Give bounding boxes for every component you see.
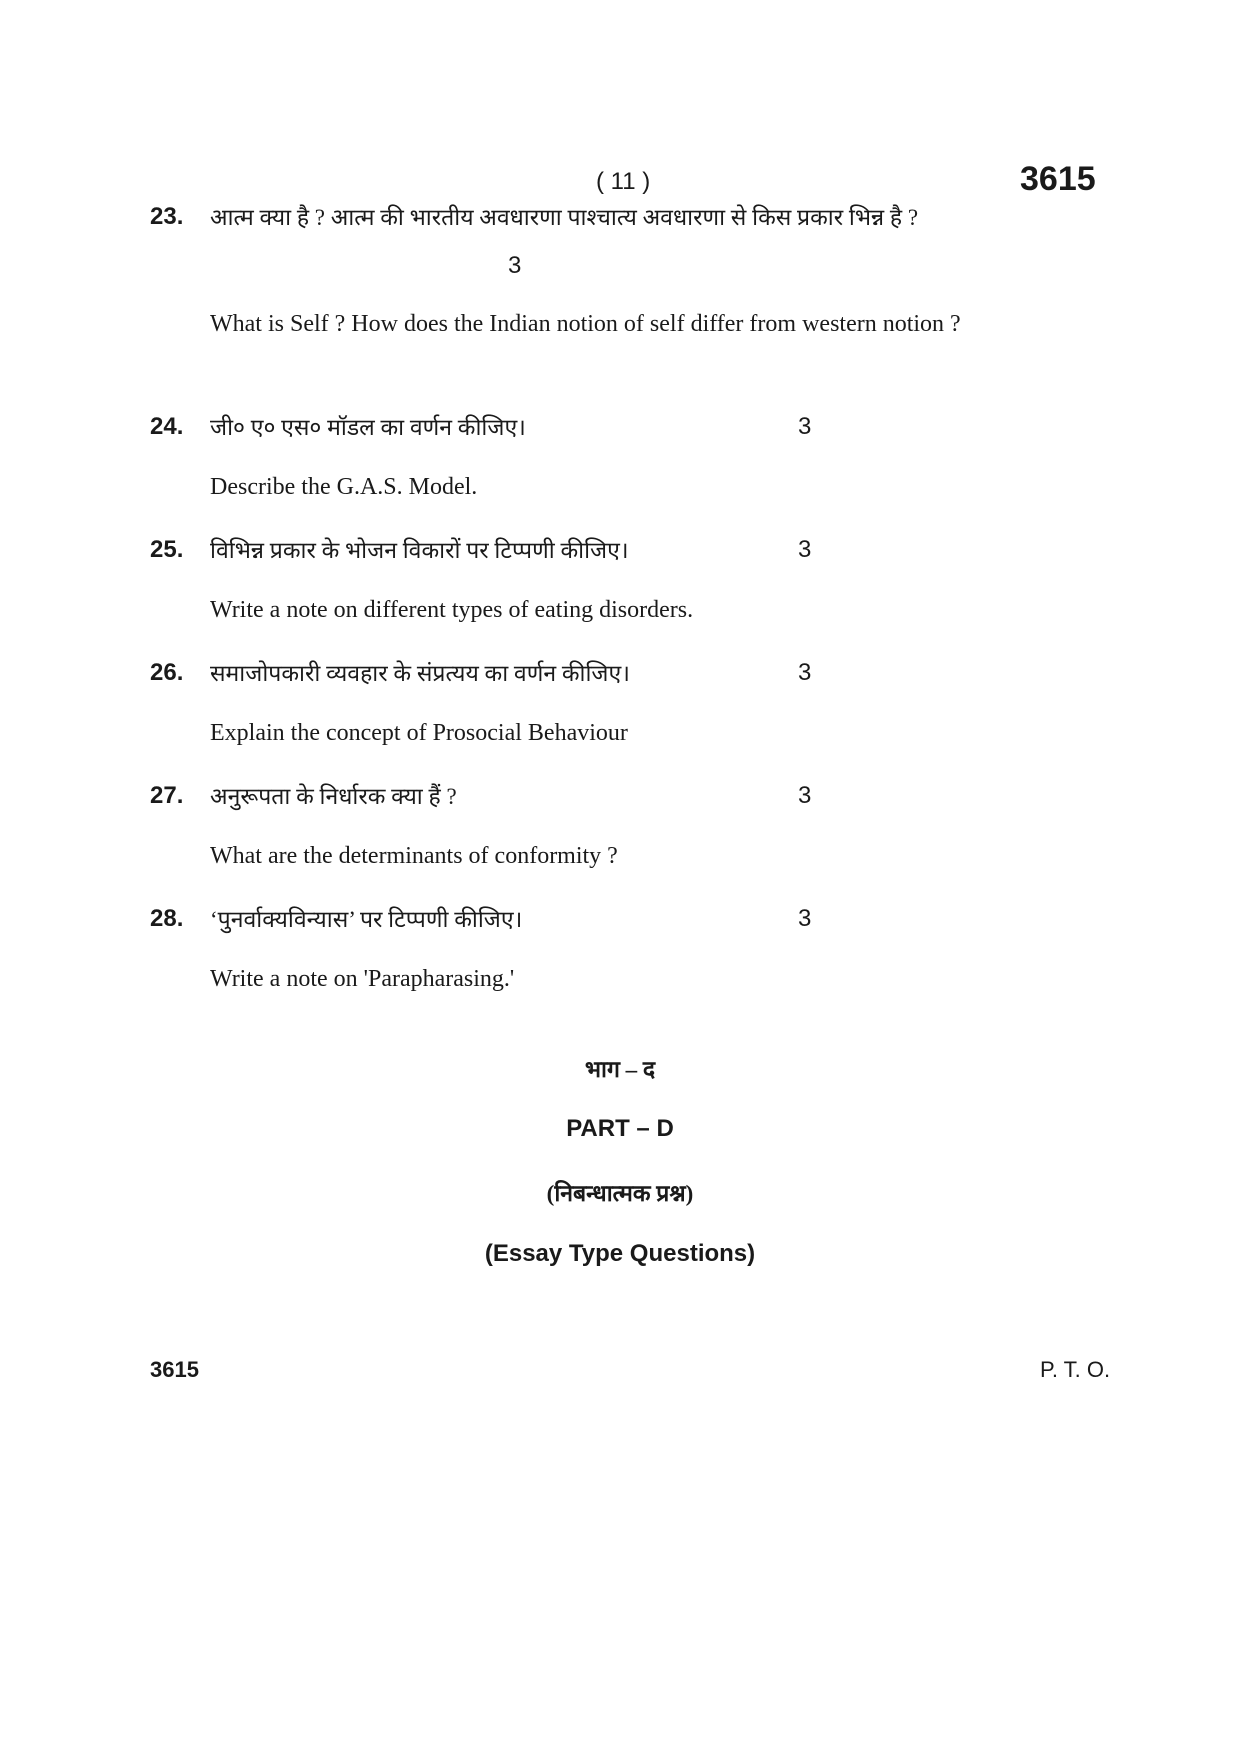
question-english: Explain the concept of Prosocial Behaviour bbox=[210, 720, 628, 746]
question-hindi: जी० ए० एस० मॉडल का वर्णन कीजिए। bbox=[210, 415, 526, 440]
question-type-hindi: (निबन्धात्मक प्रश्न) bbox=[546, 1181, 694, 1206]
question-hindi: अनुरूपता के निर्धारक क्या हैं ? bbox=[210, 784, 457, 809]
question-hindi: आत्म क्या है ? आत्म की भारतीय अवधारणा पाश्चात्य अवधारणा से किस प्रकार भिन्न है ? bbox=[210, 205, 919, 230]
question-number: 28. bbox=[150, 905, 184, 932]
question-number: 23. bbox=[150, 203, 184, 230]
page-number: ( 11 ) bbox=[596, 168, 651, 195]
question-hindi: ‘पुनर्वाक्यविन्यास’ पर टिप्पणी कीजिए। bbox=[210, 907, 523, 932]
part-heading-hindi: भाग – द bbox=[584, 1057, 656, 1082]
paper-code-footer: 3615 bbox=[150, 1357, 199, 1382]
question-english: What is Self ? How does the Indian notion of self differ from western notion ? bbox=[210, 311, 961, 337]
question-marks: 3 bbox=[798, 413, 812, 440]
question-marks: 3 bbox=[798, 905, 812, 932]
question-number: 26. bbox=[150, 659, 184, 686]
question-marks: 3 bbox=[798, 659, 812, 686]
question-marks: 3 bbox=[798, 782, 812, 809]
question-number: 24. bbox=[150, 413, 184, 440]
question-number: 25. bbox=[150, 536, 184, 563]
question-hindi: विभिन्न प्रकार के भोजन विकारों पर टिप्पणी कीजिए। bbox=[210, 538, 629, 563]
question-number: 27. bbox=[150, 782, 184, 809]
paper-code-header: 3615 bbox=[1020, 160, 1096, 198]
question-hindi: समाजोपकारी व्यवहार के संप्रत्यय का वर्णन कीजिए। bbox=[210, 661, 630, 686]
question-english: Describe the G.A.S. Model. bbox=[210, 474, 478, 500]
pto-label: P. T. O. bbox=[1040, 1357, 1111, 1382]
question-english: Write a note on different types of eating disorders. bbox=[210, 597, 694, 623]
question-marks: 3 bbox=[508, 252, 522, 279]
question-english: What are the determinants of conformity ? bbox=[210, 843, 618, 869]
question-english: Write a note on 'Parapharasing.' bbox=[210, 966, 515, 992]
question-type-english: (Essay Type Questions) bbox=[484, 1240, 756, 1267]
question-marks: 3 bbox=[798, 536, 812, 563]
part-heading-english: PART – D bbox=[566, 1115, 674, 1142]
